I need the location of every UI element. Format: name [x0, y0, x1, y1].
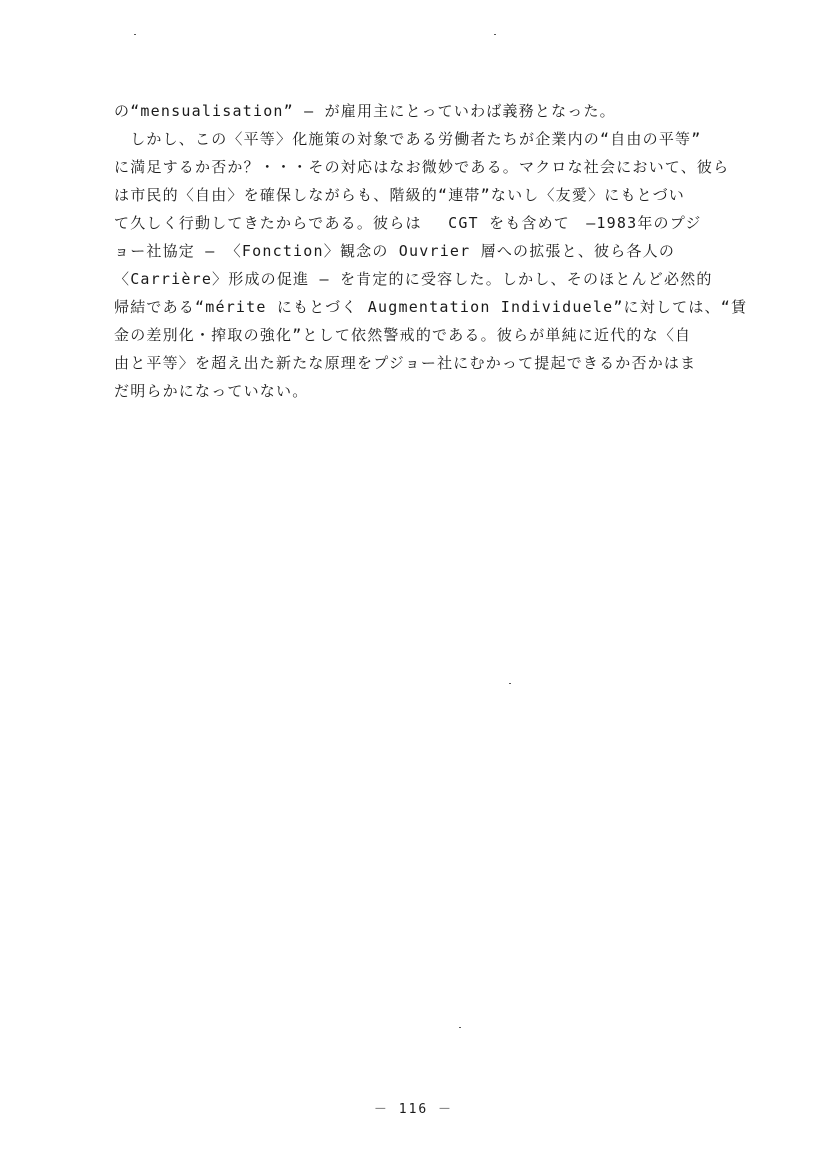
- scan-speck: [134, 34, 136, 35]
- text-line: 帰結である“mérite にもとづく Augmentation Individuele”に対しては、“賃: [114, 298, 748, 316]
- text-line: しかし、この〈平等〉化施策の対象である労働者たちが企業内の“自由の平等”: [114, 130, 702, 148]
- text-line: て久しく行動してきたからである。彼らは CGT をも含めて ―1983年のプジ: [114, 214, 702, 232]
- text-line: に満足するか否か？・・・その対応はなお微妙である。マクロな社会において、彼ら: [114, 158, 730, 176]
- text-line: 〈Carrière〉形成の促進 ― を肯定的に受容した。しかし、そのほとんど必然的: [114, 270, 713, 288]
- scan-speck: [494, 34, 496, 35]
- scan-speck: [459, 1027, 461, 1028]
- text-line: だ明らかになっていない。: [114, 382, 309, 400]
- text-line: ョー社協定 ― 〈Fonction〉観念の Ouvrier 層への拡張と、彼ら各人の: [114, 242, 676, 260]
- body-paragraph: [114, 97, 754, 405]
- page-number: － 116 －: [373, 1102, 454, 1117]
- scan-speck: [509, 683, 511, 684]
- text-line: の“mensualisation” ― が雇用主にとっていわば義務となった。: [114, 102, 616, 120]
- text-line: は市民的〈自由〉を確保しながらも、階級的“連帯”ないし〈友愛〉にもとづい: [114, 186, 685, 204]
- text-line: 金の差別化・搾取の強化”として依然警戒的である。彼らが単純に近代的な〈自: [114, 326, 692, 344]
- text-line: 由と平等〉を超え出た新たな原理をプジョー社にむかって提起できるか否かはま: [114, 354, 697, 372]
